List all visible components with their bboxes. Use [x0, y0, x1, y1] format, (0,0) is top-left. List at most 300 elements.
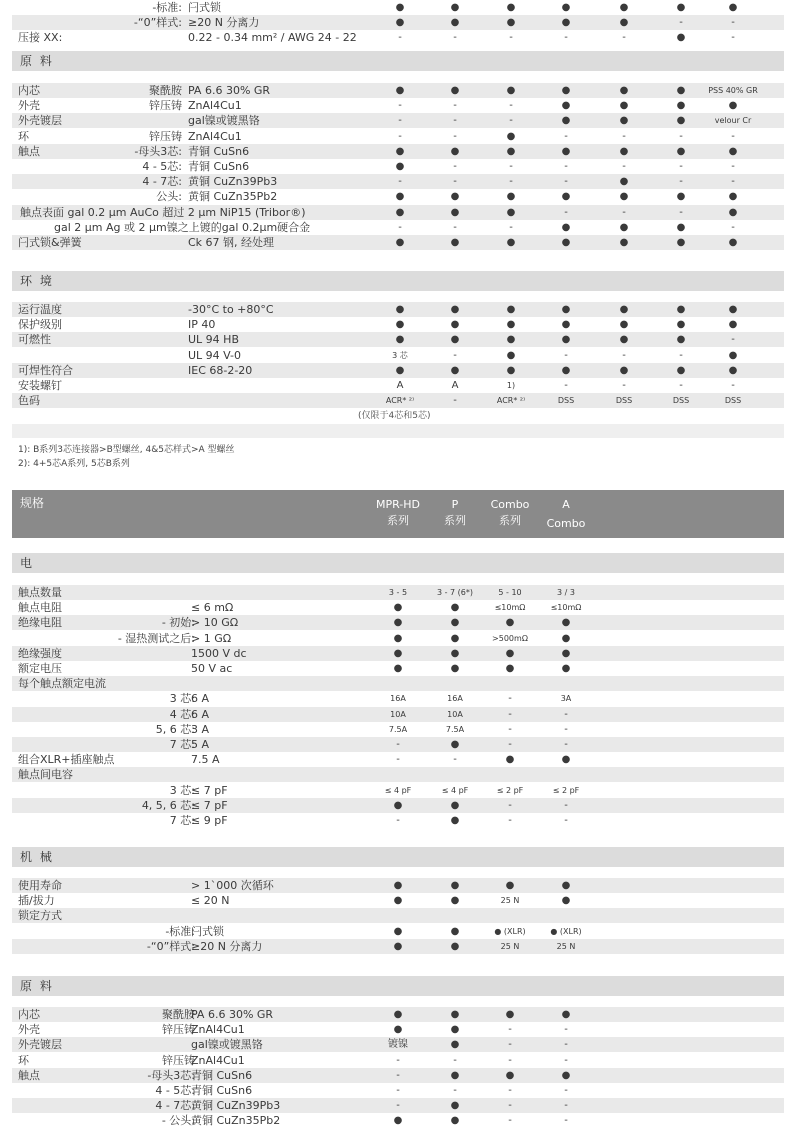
cell-value: ● [728, 191, 738, 203]
cell-value: ● [505, 617, 515, 629]
cell-value: ● [619, 85, 629, 96]
cell-value: ● [619, 334, 629, 346]
cell-value: ● [450, 799, 460, 811]
cell-value: ● [561, 663, 571, 674]
row-label: 每个触点额定电流 [18, 677, 106, 691]
cell-value: - [564, 708, 568, 720]
cell-value: ● [450, 1100, 460, 1112]
row-label: 插/拔力 [18, 894, 55, 908]
cell-value: - [396, 1069, 400, 1081]
cell-value: ● [450, 145, 460, 157]
cell-value: ● [561, 115, 571, 127]
cell-value: ● [450, 880, 460, 891]
cell-value: ≤ 2 pF [552, 785, 580, 795]
row-label: 绝缘强度 [18, 646, 62, 660]
table-row [12, 1037, 784, 1052]
section-title: 原 料 [20, 979, 54, 993]
cell-value: ● [619, 145, 629, 157]
cell-value: - [564, 815, 568, 826]
cell-value: ● [561, 647, 571, 659]
cell-value: - [398, 130, 402, 142]
cell-value: ● [561, 237, 571, 248]
row-sublabel: 4, 5, 6 芯: [141, 798, 195, 812]
cell-value: DSS [557, 396, 575, 406]
cell-value: - [508, 1054, 512, 1066]
color-code-note: (仅限于4芯和5芯) [358, 411, 431, 421]
section-title: 环 境 [20, 274, 54, 288]
cell-value: ● [450, 815, 460, 826]
row-label: 压接 XX: [18, 31, 63, 44]
cell-value: - [679, 206, 683, 218]
row-value: IP 40 [188, 318, 216, 332]
spec-col-series: 系列 [444, 514, 466, 527]
table-row [12, 1098, 784, 1113]
row-sublabel: 3 芯: [169, 692, 195, 706]
cell-value: 10A [447, 709, 463, 719]
row-label: 使用寿命 [18, 879, 62, 892]
cell-value: 7.5A [445, 724, 465, 734]
cell-value: ● [450, 632, 460, 644]
row-sublabel: 锌压铸 [149, 129, 182, 143]
cell-value: - [509, 32, 513, 43]
table-row [12, 113, 784, 128]
cell-value: ● [619, 221, 629, 233]
cell-value: - [564, 1039, 568, 1051]
cell-value: ● [561, 364, 571, 376]
cell-value: ● [393, 925, 403, 937]
cell-value: ● [676, 334, 686, 346]
spec-col-name: P [451, 498, 459, 511]
row-label: 色码 [18, 394, 40, 408]
cell-value: ● [393, 647, 403, 659]
cell-value: - [508, 1100, 512, 1112]
cell-value: - [731, 334, 735, 346]
cell-value: - [508, 1085, 512, 1096]
cell-value: 25 N [556, 941, 576, 951]
cell-value: ● [450, 602, 460, 614]
row-value: gal镍或镀黑铬 [191, 1038, 263, 1052]
table-row [12, 813, 784, 828]
cell-value: ● [395, 206, 405, 218]
cell-value: ● [561, 880, 571, 891]
row-value: IEC 68-2-20 [188, 363, 253, 377]
cell-value: ● [619, 304, 629, 315]
table-row [12, 1068, 784, 1083]
cell-value: ● [506, 349, 516, 361]
cell-value: ● [505, 647, 515, 659]
cell-value: ≤ 2 pF [496, 785, 524, 795]
table-row [12, 332, 784, 347]
cell-value: ● [395, 161, 405, 172]
cell-value: ● [393, 1009, 403, 1020]
row-value: -30°C to +80°C [188, 303, 274, 316]
table-row [12, 783, 784, 798]
cell-value: 5 - 10 [498, 588, 522, 597]
cell-value: ● [619, 17, 629, 28]
table-row [12, 1113, 784, 1128]
row-label: 触点间电容 [18, 768, 73, 782]
table-row [12, 631, 784, 646]
cell-value: ● [561, 304, 571, 315]
cell-value: ● [450, 647, 460, 659]
table-row [12, 585, 784, 600]
row-sublabel: 4 - 7芯: [142, 175, 182, 189]
cell-value: ● [506, 237, 516, 248]
cell-value: ● [676, 115, 686, 127]
row-label: 环 [18, 1053, 29, 1067]
row-value: ZnAl4Cu1 [188, 99, 242, 113]
cell-value: ● (XLR) [494, 926, 526, 936]
row-value: gal镍或镀黑铬 [188, 114, 260, 128]
row-value: 黄铜 CuZn39Pb3 [188, 175, 278, 189]
row-sublabel: -标准: [152, 1, 182, 14]
cell-value: - [679, 130, 683, 142]
row-label: 闩式锁&弹簧 [18, 236, 82, 249]
row-value: ≤ 20 N [191, 894, 230, 908]
cell-value: - [396, 815, 400, 826]
table-row [12, 363, 784, 378]
row-label: 保护级别 [18, 318, 62, 332]
cell-value: ● [395, 85, 405, 96]
cell-value: ● [506, 130, 516, 142]
cell-value: - [564, 1054, 568, 1066]
divider-band [12, 424, 784, 438]
spec-header [12, 490, 784, 538]
cell-value: ≤10mΩ [494, 603, 526, 613]
cell-value: ● [561, 17, 571, 28]
cell-value: - [453, 115, 457, 127]
row-value: 青铜 CuSn6 [188, 160, 250, 173]
row-sublabel: -“0”样式: [146, 939, 195, 953]
row-sublabel: 锌压铸 [162, 1053, 195, 1067]
row-value: > 1 GΩ [191, 631, 232, 645]
cell-value: ● [619, 364, 629, 376]
cell-value: ● [728, 100, 738, 112]
spec-col-series: Combo [546, 517, 586, 530]
cell-value: 3A [560, 694, 572, 704]
cell-value: ● [450, 85, 460, 96]
row-sublabel: - 公头: [161, 1114, 195, 1128]
table-row [12, 767, 784, 782]
row-value: PA 6.6 30% GR [191, 1008, 274, 1021]
cell-value: ● [506, 17, 516, 28]
row-value: 7.5 A [191, 753, 220, 767]
section-header-materials [12, 51, 784, 71]
row-value: ≤ 7 pF [191, 798, 228, 812]
row-value: 黄铜 CuZn35Pb2 [188, 190, 278, 204]
cell-value: ● [393, 663, 403, 674]
cell-value: 3 / 3 [557, 588, 575, 597]
cell-value: - [679, 380, 683, 391]
cell-value: - [622, 349, 626, 361]
cell-value: ● [676, 364, 686, 376]
cell-value: 镀镍 [388, 1039, 408, 1051]
cell-value: ● [393, 880, 403, 891]
cell-value: ● [728, 349, 738, 361]
row-label: 内芯 [18, 1008, 40, 1021]
row-label: 内芯 [18, 84, 40, 97]
row-sublabel: -母头3芯: [134, 144, 182, 158]
cell-value: ● [506, 304, 516, 315]
cell-value: - [731, 176, 735, 188]
cell-value: ● [676, 319, 686, 331]
cell-value: ● [450, 206, 460, 218]
cell-value: - [564, 176, 568, 188]
cell-value: - [679, 176, 683, 188]
table-row [12, 1007, 784, 1022]
cell-value: 7.5A [388, 724, 408, 734]
spec-col-name: Combo [490, 498, 530, 511]
cell-value: ● [450, 617, 460, 629]
cell-value: ● [506, 145, 516, 157]
cell-value: ● [395, 237, 405, 248]
table-row [12, 317, 784, 332]
row-sublabel: 3 芯: [169, 783, 195, 797]
cell-value: ● [450, 17, 460, 28]
cell-value: - [453, 395, 457, 407]
cell-value: ● [561, 100, 571, 112]
cell-value: - [396, 1085, 400, 1096]
cell-value: ● [393, 1024, 403, 1036]
cell-value: ● [676, 85, 686, 96]
row-value: 黄铜 CuZn39Pb3 [191, 1099, 281, 1113]
table-row [12, 348, 784, 363]
cell-value: ● [506, 334, 516, 346]
cell-value: - [564, 380, 568, 391]
cell-value: - [453, 161, 457, 172]
cell-value: - [679, 17, 683, 28]
cell-value: ● [728, 145, 738, 157]
cell-value: ● [450, 739, 460, 750]
cell-value: ● [506, 85, 516, 96]
table-row [12, 378, 784, 393]
cell-value: ● [619, 176, 629, 188]
table-row [12, 1053, 784, 1068]
cell-value: ● [561, 754, 571, 766]
cell-value: velour Cr [714, 116, 752, 126]
table-row [12, 676, 784, 691]
table-row [12, 752, 784, 767]
cell-value: ● [395, 191, 405, 203]
row-label: 可焊性符合 [18, 363, 73, 377]
cell-value: - [564, 130, 568, 142]
row-value: 青铜 CuSn6 [191, 1068, 253, 1082]
spec-col-series: 系列 [499, 514, 521, 527]
cell-value: ● [506, 319, 516, 331]
cell-value: - [622, 130, 626, 142]
cell-value: ● [728, 364, 738, 376]
cell-value: - [564, 799, 568, 811]
table-row [12, 924, 784, 939]
cell-value: ● [450, 1009, 460, 1020]
cell-value: ACR* ²⁾ [496, 396, 526, 406]
cell-value: ● [676, 32, 686, 43]
cell-value: - [622, 206, 626, 218]
cell-value: 16A [447, 694, 463, 704]
row-label: 外壳 [18, 1023, 40, 1037]
cell-value: ● [395, 145, 405, 157]
row-value: 50 V ac [191, 662, 233, 675]
cell-value: ● [728, 304, 738, 315]
row-value: > 1`000 次循环 [191, 879, 274, 892]
cell-value: - [508, 1024, 512, 1036]
section-header-electrical [12, 553, 784, 573]
cell-value: DSS [615, 396, 633, 406]
cell-value: 25 N [500, 896, 520, 906]
cell-value: ● [676, 237, 686, 248]
row-label: 触点 [18, 144, 40, 158]
cell-value: - [509, 115, 513, 127]
row-label: 额定电压 [18, 662, 62, 675]
cell-value: >500mΩ [492, 633, 528, 643]
cell-value: - [508, 815, 512, 826]
row-value: ZnAl4Cu1 [188, 129, 242, 143]
row-value: 5 A [191, 738, 210, 751]
cell-value: 16A [390, 694, 406, 704]
table-row [12, 30, 784, 45]
row-label: 触点数量 [18, 586, 62, 599]
row-label: 锁定方式 [18, 909, 62, 923]
cell-value: ● [676, 2, 686, 13]
row-sublabel: -标准: [165, 924, 195, 938]
cell-value: - [731, 380, 735, 391]
row-sublabel: - 湿热测试之后: [117, 631, 195, 645]
table-row [12, 174, 784, 189]
cell-value: - [398, 221, 402, 233]
section-header-materials-2 [12, 976, 784, 996]
cell-value: - [453, 130, 457, 142]
row-label: 绝缘电阻 [18, 616, 62, 630]
cell-value: ● [619, 2, 629, 13]
cell-value: ● [450, 925, 460, 937]
cell-value: ● [561, 145, 571, 157]
cell-value: - [508, 1039, 512, 1051]
cell-value: PSS 40% GR [708, 86, 758, 95]
cell-value: 25 N [500, 941, 520, 951]
row-value: ≥20 N 分离力 [191, 939, 263, 953]
row-label: 外壳镀层 [18, 1038, 62, 1052]
row-value: > 10 GΩ [191, 616, 239, 630]
cell-value: ● [450, 1069, 460, 1081]
cell-value: ACR* ²⁾ [385, 396, 415, 406]
row-value: 黄铜 CuZn35Pb2 [191, 1114, 281, 1128]
cell-value: ● [395, 304, 405, 315]
cell-value: 3 - 5 [388, 588, 408, 597]
row-value: 6 A [191, 707, 210, 721]
cell-value: - [398, 115, 402, 127]
cell-value: A [396, 380, 404, 391]
cell-value: - [508, 739, 512, 750]
table-row [12, 129, 784, 144]
cell-value: - [508, 723, 512, 735]
row-label: 组合XLR+插座触点 [18, 753, 115, 767]
table-row [12, 83, 784, 98]
cell-value: ● [506, 2, 516, 13]
cell-value: - [679, 161, 683, 172]
cell-value: ● [676, 145, 686, 157]
cell-value: ● [561, 1069, 571, 1081]
table-row [12, 691, 784, 706]
row-sublabel: 公头: [156, 190, 182, 204]
row-label: 运行温度 [18, 303, 62, 316]
row-sublabel: 4 - 5芯: [155, 1084, 195, 1097]
cell-value: - [453, 1054, 457, 1066]
row-sublabel: 7 芯: [169, 738, 195, 751]
cell-value: ● [728, 237, 738, 248]
cell-value: - [731, 32, 735, 43]
row-value: 青铜 CuSn6 [188, 144, 250, 158]
table-row [12, 615, 784, 630]
row-sublabel: 聚酰胺 [162, 1008, 195, 1021]
cell-value: ● [506, 206, 516, 218]
cell-value: ≤10mΩ [550, 603, 582, 613]
cell-value: ● [619, 237, 629, 248]
cell-value: ● [450, 319, 460, 331]
cell-value: ● [450, 237, 460, 248]
cell-value: 1) [506, 381, 516, 390]
cell-value: ● [619, 115, 629, 127]
cell-value: - [731, 221, 735, 233]
cell-value: ● [619, 191, 629, 203]
cell-value: ● [505, 1009, 515, 1020]
section-title: 机 械 [20, 850, 54, 864]
row-sublabel: 7 芯: [169, 814, 195, 827]
cell-value: - [564, 349, 568, 361]
cell-value: - [398, 176, 402, 188]
cell-value: - [731, 17, 735, 28]
table-row [12, 722, 784, 737]
cell-value: - [564, 1024, 568, 1036]
row-sublabel: 4 芯: [169, 707, 195, 721]
cell-value: ● [450, 2, 460, 13]
table-row [12, 205, 784, 220]
cell-value: - [679, 349, 683, 361]
cell-value: - [396, 1054, 400, 1066]
cell-value: ● [393, 602, 403, 614]
table-row [12, 646, 784, 661]
table-row [12, 737, 784, 752]
row-sublabel: - 初始: [161, 616, 195, 630]
cell-value: - [509, 100, 513, 112]
cell-value: ● [561, 1009, 571, 1020]
cell-value: 3 芯 [392, 350, 408, 360]
table-row [12, 908, 784, 923]
row-value: 青铜 CuSn6 [191, 1084, 253, 1097]
cell-value: ● [395, 334, 405, 346]
cell-value: ● [395, 2, 405, 13]
row-value: ZnAl4Cu1 [191, 1053, 245, 1067]
row-label: 可燃性 [18, 333, 51, 347]
cell-value: - [509, 176, 513, 188]
cell-value: ≤ 4 pF [384, 785, 412, 795]
row-value: ≥20 N 分离力 [188, 16, 260, 29]
cell-value: ● [728, 319, 738, 331]
cell-value: - [508, 693, 512, 705]
spec-col-name: A [562, 498, 570, 511]
table-row [12, 1083, 784, 1098]
cell-value: ≤ 4 pF [441, 785, 469, 795]
cell-value: - [453, 176, 457, 188]
row-sublabel: -“0”样式: [133, 16, 182, 29]
cell-value: ● [561, 85, 571, 96]
cell-value: - [398, 100, 402, 112]
table-row [12, 878, 784, 893]
row-value: 闩式锁 [188, 1, 221, 14]
cell-value: ● [561, 334, 571, 346]
cell-value: DSS [724, 396, 742, 406]
cell-value: - [508, 708, 512, 720]
row-sublabel: 5, 6 芯: [155, 722, 195, 736]
